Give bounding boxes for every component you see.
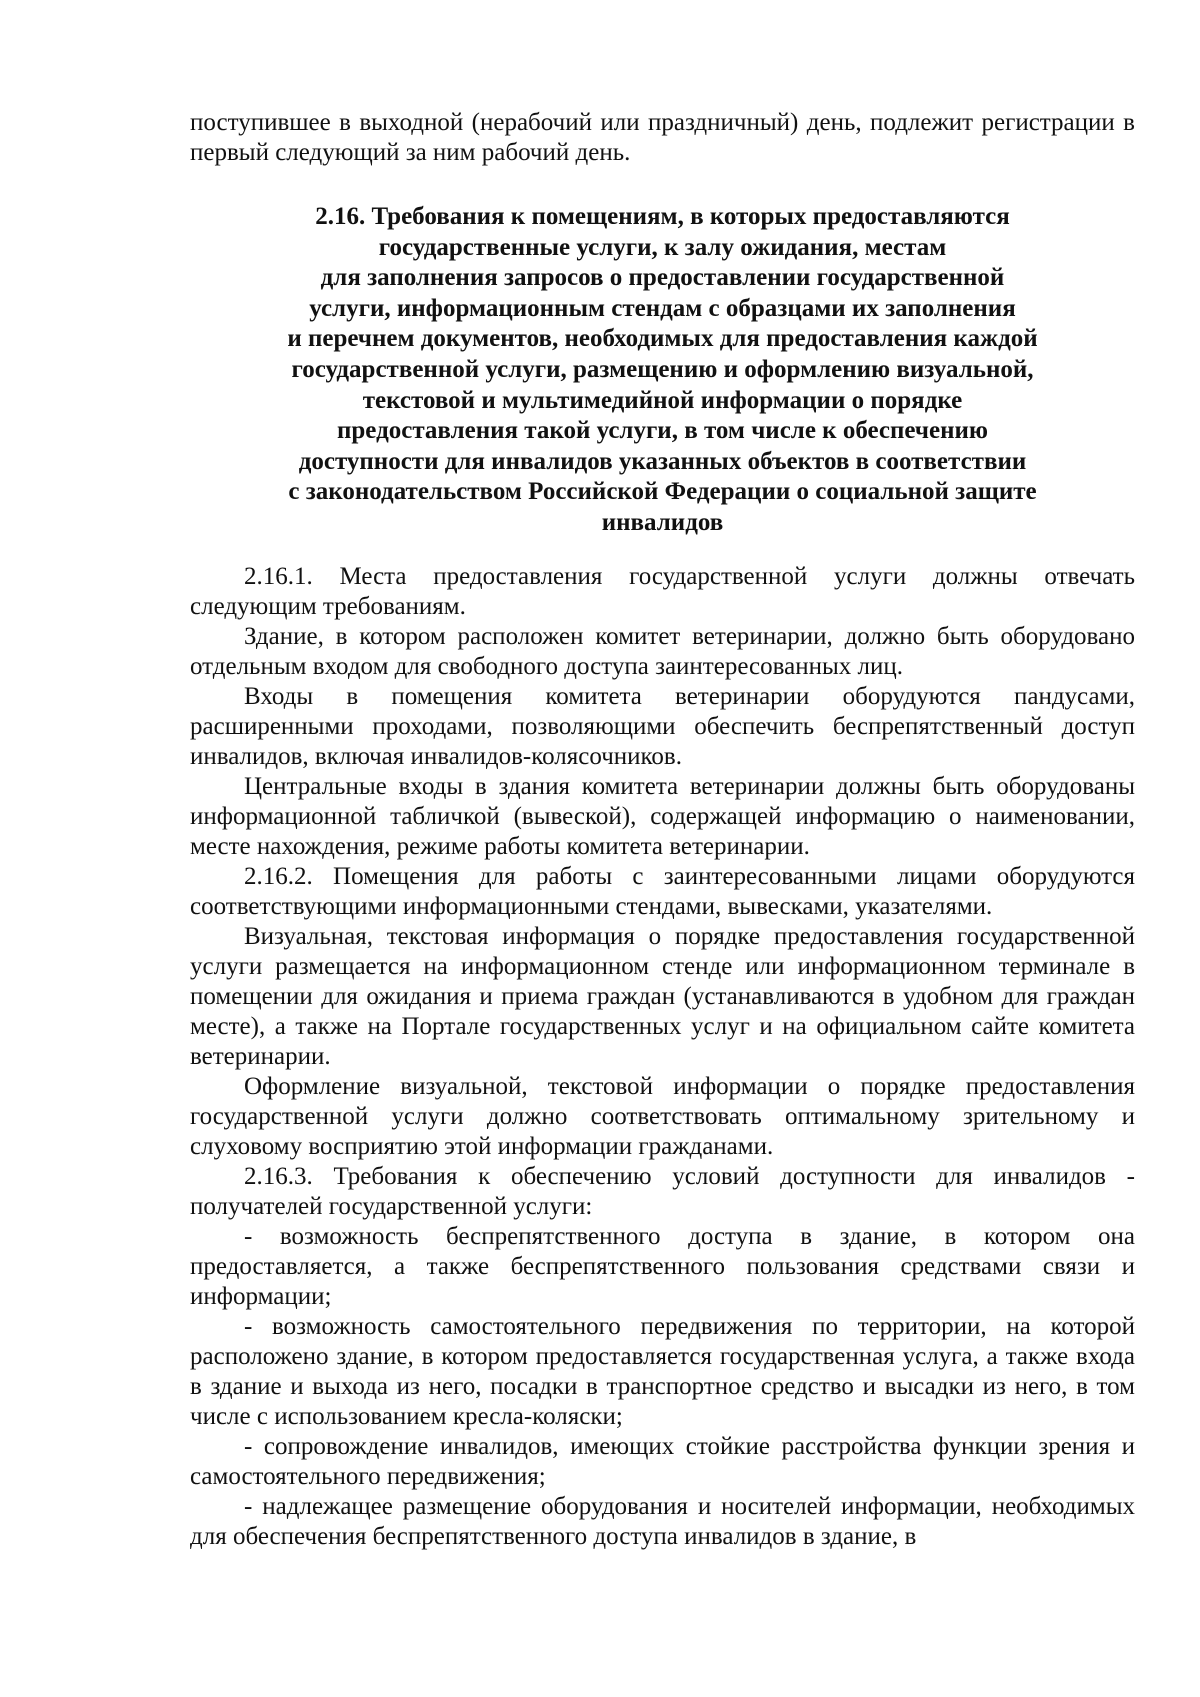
paragraph-2-16-2: 2.16.2. Помещения для работы с заинтересованными лицами оборудуются соответствующими информационными стендами, вывесками, указателями. — [190, 863, 1135, 920]
list-item: - сопровождение инвалидов, имеющих стойкие расстройства функции зрения и самостоятельного передвижения; — [190, 1433, 1135, 1490]
heading-line: с законодательством Российской Федерации о социальной защите — [288, 478, 1037, 506]
section-heading — [190, 202, 1135, 539]
list-item: - возможность самостоятельного передвижения по территории, на которой расположено здание, в котором предоставляется государственная услуга, а также входа в здание и выхода из него, посадки в транспортное средство и высадки из него, в том числе с использованием кресла-коляски; — [190, 1313, 1135, 1430]
paragraph-entrances: Входы в помещения комитета ветеринарии оборудуются пандусами, расширенными проходами, позволяющими обеспечить беспрепятственный доступ инвалидов, включая инвалидов-колясочников. — [190, 683, 1135, 770]
heading-line: государственные услуги, к залу ожидания, местам — [378, 233, 947, 261]
heading-line: инвалидов — [601, 508, 724, 536]
paragraph-central-entrances: Центральные входы в здания комитета ветеринарии должны быть оборудованы информационной табличкой (вывеской), содержащей информацию о наименовании, месте нахождения, режиме работы комитета ветеринарии. — [190, 773, 1135, 860]
heading-line: для заполнения запросов о предоставлении государственной — [320, 264, 1005, 292]
heading-line: и перечнем документов, необходимых для предоставления каждой — [287, 325, 1038, 353]
heading-line: предоставления такой услуги, в том числе к обеспечению — [337, 417, 988, 445]
paragraph-visual-info: Визуальная, текстовая информация о порядке предоставления государственной услуги размещается на информационном стенде или информационном терминале в помещении для ожидания и приема граждан (устанавливаются в удобном для граждан месте), а также на Портале государственных услуг и на официальном сайте комитета ветеринарии. — [190, 923, 1135, 1070]
paragraph-2-16-1: 2.16.1. Места предоставления государственной услуги должны отвечать следующим требованиям. — [190, 563, 1135, 620]
heading-line: услуги, информационным стендам с образцами их заполнения — [309, 294, 1016, 322]
paragraph-building: Здание, в котором расположен комитет ветеринарии, должно быть оборудовано отдельным входом для свободного доступа заинтересованных лиц. — [190, 623, 1135, 680]
paragraph-info-design: Оформление визуальной, текстовой информации о порядке предоставления государственной услуги должно соответствовать оптимальному зрительному и слуховому восприятию этой информации гражданами. — [190, 1073, 1135, 1160]
list-item: - надлежащее размещение оборудования и носителей информации, необходимых для обеспечения беспрепятственного доступа инвалидов в здание, в — [190, 1493, 1135, 1550]
heading-line: доступности для инвалидов указанных объектов в соответствии — [298, 447, 1027, 475]
heading-line: текстовой и мультимедийной информации о порядке — [362, 386, 963, 414]
paragraph-2-16-3: 2.16.3. Требования к обеспечению условий доступности для инвалидов - получателей государственной услуги: — [190, 1163, 1135, 1220]
heading-line: государственной услуги, размещению и оформлению визуальной, — [291, 355, 1034, 383]
list-item: - возможность беспрепятственного доступа в здание, в котором она предоставляется, а также беспрепятственного пользования средствами связи и информации; — [190, 1223, 1135, 1310]
heading-line: 2.16. Требования к помещениям, в которых предоставляются — [315, 203, 1010, 230]
intro-paragraph: поступившее в выходной (нерабочий или праздничный) день, подлежит регистрации в первый следующий за ним рабочий день. — [190, 109, 1135, 166]
body-text — [190, 562, 1135, 1552]
